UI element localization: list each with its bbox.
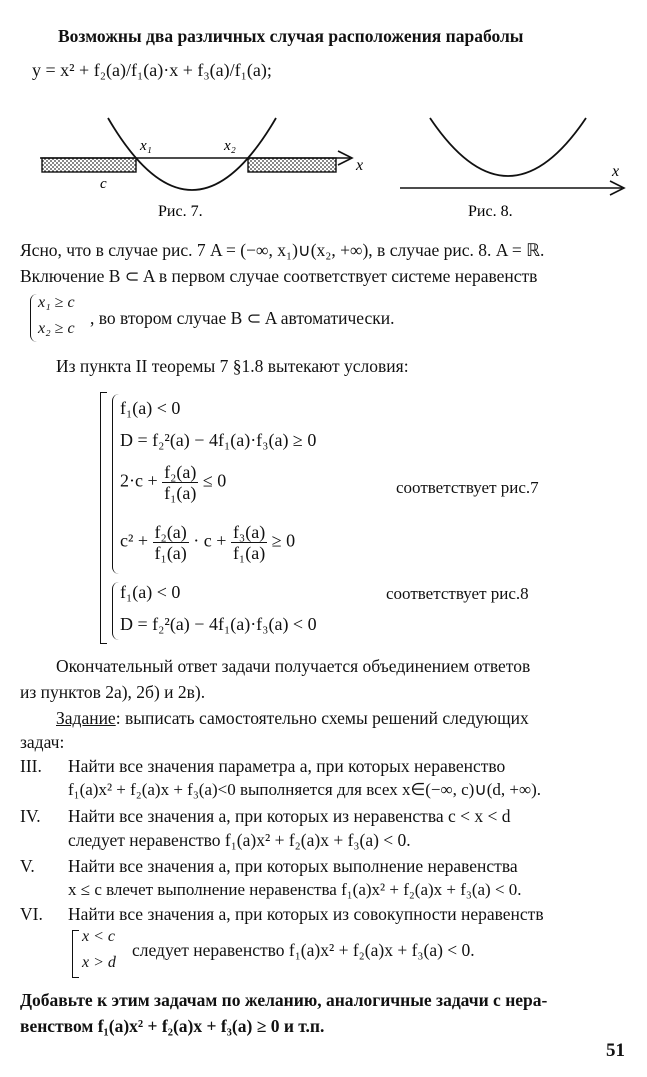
- c-label: c: [100, 176, 107, 192]
- outer-bracket: [100, 392, 107, 644]
- task-number: IV.: [20, 806, 41, 826]
- c4-postfix: ≥ 0: [271, 530, 296, 551]
- para3-line1: Окончательный ответ задачи получается объединением ответов: [56, 656, 531, 676]
- task-number: V.: [20, 856, 35, 876]
- inner-brace-2: [112, 582, 119, 640]
- parabola-fig8: [430, 118, 586, 176]
- c3-numerator: f₂(a): [164, 462, 197, 482]
- task-line: Найти все значения a, при которых из совокупности неравенств: [68, 904, 544, 924]
- figure-8: [400, 118, 624, 220]
- task6-ineq-2: x > d: [82, 954, 116, 971]
- hatched-region-left: [42, 158, 136, 172]
- assignment-label: Задание: [56, 708, 116, 728]
- c3-prefix: 2·c +: [120, 470, 158, 491]
- task-number: VI.: [20, 904, 43, 924]
- task-line: Найти все значения a, при которых из неравенства c < x < d: [68, 806, 511, 826]
- inner-brace-1: [112, 394, 119, 574]
- task-line: x ≤ c влечет выполнение неравенства f₁(a)x² + f₂(a)x + f₃(a) < 0.: [68, 880, 522, 899]
- task6-line2: следует неравенство f₁(a)x² + f₂(a)x + f₃(a) < 0.: [132, 940, 475, 960]
- c4-denominator-2: f₁(a): [232, 543, 266, 563]
- condition-3: [120, 462, 226, 503]
- system-ineq-1: x₁ ≥ c: [38, 294, 75, 311]
- intro-line: Возможны два различных случая расположения параболы: [58, 26, 524, 46]
- task-number: III.: [20, 756, 42, 776]
- task-line: следует неравенство f₁(a)x² + f₂(a)x + f₃(a) < 0.: [68, 830, 411, 850]
- system-brace-1: [30, 294, 37, 342]
- note-fig8: соответствует рис.8: [386, 584, 529, 603]
- condition-4: [120, 522, 295, 563]
- c4-denominator-1: f₁(a): [154, 543, 187, 563]
- c4-numerator-2: f₃(a): [232, 522, 266, 542]
- task-line: Найти все значения a, при которых выполнение неравенства: [68, 856, 518, 876]
- para3-line2: из пунктов 2а), 2б) и 2в).: [20, 682, 206, 702]
- task-line: Найти все значения параметра a, при которых неравенство: [68, 756, 506, 776]
- c3-postfix: ≤ 0: [202, 470, 227, 491]
- caption-fig7: Рис. 7.: [158, 203, 203, 220]
- condition-5: f₁(a) < 0: [120, 582, 181, 602]
- x1-label: x₁: [140, 138, 152, 154]
- hatched-region-right: [248, 158, 336, 172]
- para1-line2: Включение B ⊂ A в первом случае соответствует системе неравенств: [20, 266, 538, 286]
- x-label-fig8: x: [612, 163, 620, 180]
- closing-line1: Добавьте к этим задачам по желанию, аналогичные задачи с нера-: [20, 990, 548, 1010]
- closing-line2: венством f₁(a)x² + f₂(a)x + f₃(a) ≥ 0 и т.п.: [20, 1016, 325, 1036]
- figure-7: [40, 118, 363, 220]
- condition-2: D = f₂²(a) − 4f₁(a)·f₃(a) ≥ 0: [120, 430, 317, 450]
- c3-fraction: [162, 462, 198, 503]
- x-label-fig7: x: [356, 157, 364, 174]
- page-number: 51: [606, 1040, 625, 1061]
- figures: [0, 110, 647, 230]
- system-ineq-2: x₂ ≥ c: [38, 320, 75, 337]
- system-brace-2: [72, 930, 79, 978]
- c4-numerator-1: f₂(a): [154, 522, 187, 542]
- assignment-line2: задач:: [20, 732, 65, 752]
- task-line: f₁(a)x² + f₂(a)x + f₃(a)<0 выполняется для всех x∈(−∞, c)∪(d, +∞).: [68, 780, 542, 799]
- c4-fraction-1: [153, 522, 189, 563]
- condition-1: f₁(a) < 0: [120, 398, 181, 418]
- task6-ineq-1: x < c: [82, 928, 115, 945]
- condition-6: D = f₂²(a) − 4f₁(a)·f₃(a) < 0: [120, 614, 317, 634]
- caption-fig8: Рис. 8.: [468, 203, 513, 220]
- parabola-formula: y = x² + f₂(a)/f₁(a)·x + f₃(a)/f₁(a);: [32, 60, 272, 80]
- para1-tail: , во втором случае B ⊂ A автоматически.: [90, 308, 395, 328]
- c3-denominator: f₁(a): [164, 483, 197, 503]
- x2-label: x₂: [224, 138, 236, 154]
- assignment-line1: [56, 708, 529, 729]
- para2-line1: Из пункта II теоремы 7 §1.8 вытекают условия:: [56, 356, 409, 376]
- c4-prefix: c² +: [120, 530, 149, 551]
- para1-line1: Ясно, что в случае рис. 7 A = (−∞, x₁)∪(x₂, +∞), в случае рис. 8. A = ℝ.: [20, 240, 545, 260]
- assignment-text: : выписать самостоятельно схемы решений следующих: [115, 708, 529, 728]
- c4-fraction-2: [231, 522, 267, 563]
- note-fig7: соответствует рис.7: [396, 478, 539, 497]
- c4-middle: · c +: [193, 530, 227, 551]
- parabola-fig7: [108, 118, 276, 190]
